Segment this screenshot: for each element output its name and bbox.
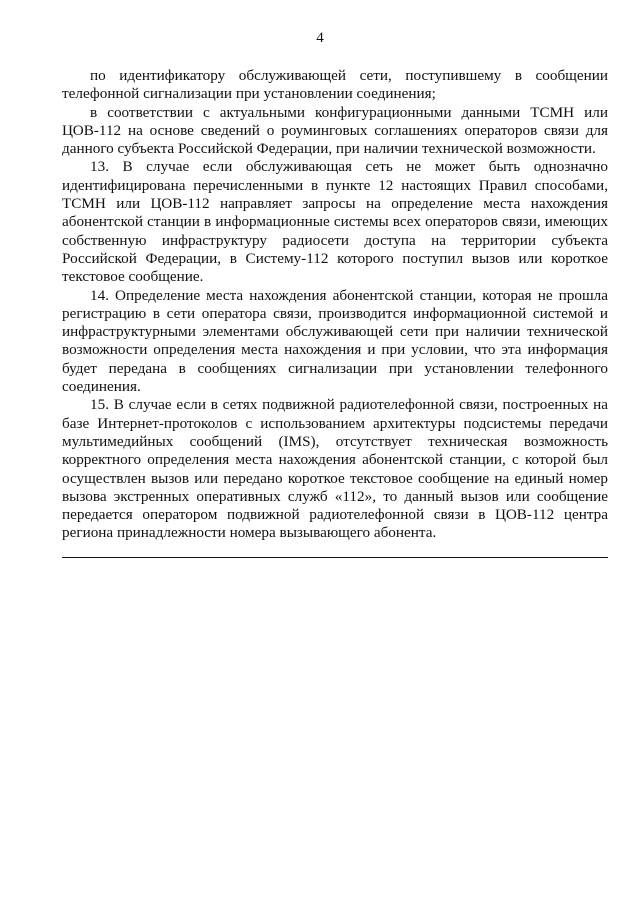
document-body — [62, 67, 608, 543]
paragraph-13: 13. В случае если обслуживающая сеть не может быть однозначно идентифицирована перечисленными в пункте 12 настоящих Правил способами, ТСМН или ЦОВ-112 направляет запросы на определение места нахождения абонентской станции в информационные системы всех операторов связи, имеющих собственную инфраструктуру радиосети доступа на территории субъекта Российской Федерации, в Систему-112 которого поступил вызов или короткое текстовое сообщение. — [62, 158, 608, 286]
end-of-text-rule — [62, 557, 608, 558]
paragraph-15: 15. В случае если в сетях подвижной радиотелефонной связи, построенных на базе Интернет-протоколов с использованием архитектуры подсистемы передачи мультимедийных сообщений (IMS), отсутствует техническая возможность корректного определения места нахождения абонентской станции, с которой был осуществлен вызов или передано короткое текстовое сообщение на единый номер вызова экстренных оперативных служб «112», то данный вызов или сообщение передается оператором подвижной радиотелефонной связи в ЦОВ-112 центра региона принадлежности номера вызывающего абонента. — [62, 396, 608, 542]
page-number: 4 — [316, 30, 324, 46]
paragraph-14: 14. Определение места нахождения абонентской станции, которая не прошла регистрацию в сети оператора связи, производится информационной системой и инфраструктурными элементами обслуживающей сети при наличии технической возможности определения места нахождения и при условии, что эта информация будет передана в сообщениях сигнализации при установлении телефонного соединения. — [62, 286, 608, 396]
paragraph-identifier-clause: по идентификатору обслуживающей сети, поступившему в сообщении телефонной сигнализации при установлении соединения; — [62, 67, 608, 103]
paragraph-configuration-clause: в соответствии с актуальными конфигурационными данными ТСМН или ЦОВ-112 на основе сведений о роуминговых соглашениях операторов связи для данного субъекта Российской Федерации, при наличии технической возможности. — [62, 103, 608, 158]
